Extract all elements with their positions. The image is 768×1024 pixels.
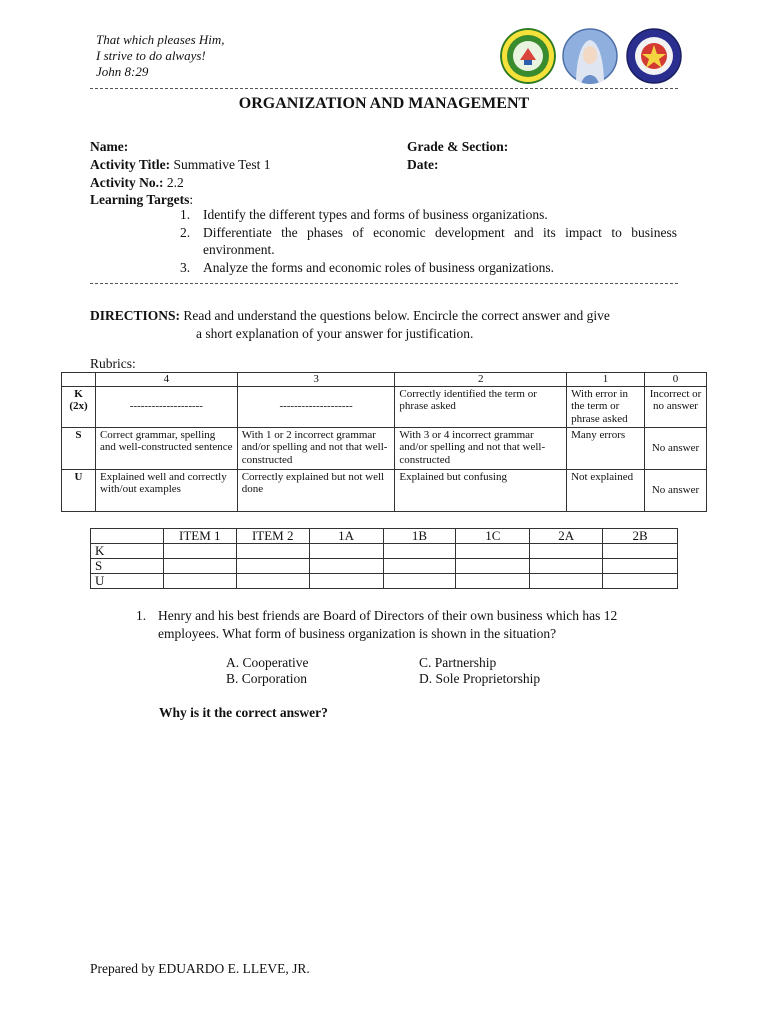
- score-cell[interactable]: [456, 544, 530, 559]
- list-item: 3. Analyze the forms and economic roles of business organizations.: [180, 259, 555, 275]
- table-cell: No answer: [645, 469, 707, 511]
- table-row: [62, 386, 707, 427]
- question-text: Henry and his best friends are Board of Directors of their own business which has 12 employees. What form of business organization is shown in the situation?: [158, 608, 618, 641]
- table-cell: Correct grammar, spelling and well-constructed sentence: [95, 427, 237, 469]
- table-cell: Explained but confusing: [395, 469, 567, 511]
- table-header: ITEM 1: [163, 529, 236, 544]
- list-item: 2. Differentiate the phases of economic development and its impact to business environment.: [180, 224, 677, 257]
- score-cell[interactable]: [236, 574, 309, 589]
- score-cell[interactable]: [383, 544, 456, 559]
- prepared-by: Prepared by EDUARDO E. LLEVE, JR.: [90, 961, 310, 976]
- table-header: 2B: [603, 529, 678, 544]
- rubrics-label: Rubrics:: [90, 356, 136, 371]
- rubric-table: [61, 372, 707, 512]
- table-row: [62, 427, 707, 469]
- logo-group: [500, 28, 685, 88]
- table-header: 1: [567, 373, 645, 387]
- row-key: S: [91, 559, 164, 574]
- row-key: S: [62, 427, 96, 469]
- score-cell[interactable]: [309, 544, 383, 559]
- score-cell[interactable]: [163, 559, 236, 574]
- choice-a[interactable]: A. Cooperative: [226, 655, 309, 670]
- table-cell: With 3 or 4 incorrect grammar and/or spelling and not that well-constructed: [395, 427, 567, 469]
- table-header-row: [62, 373, 707, 387]
- grade-section-label: Grade & Section:: [407, 139, 509, 154]
- table-cell: With error in the term or phrase asked: [567, 386, 645, 427]
- activity-title: Activity Title: Summative Test 1: [90, 157, 271, 172]
- divider: [90, 283, 678, 284]
- table-row: [62, 469, 707, 511]
- row-key: U: [62, 469, 96, 511]
- motto-line: I strive to do always!: [96, 48, 206, 63]
- mary-portrait-icon: [562, 28, 618, 84]
- score-cell[interactable]: [603, 559, 678, 574]
- question-number: 1.: [136, 608, 147, 623]
- table-header: 3: [237, 373, 395, 387]
- directions: [90, 307, 680, 343]
- score-cell[interactable]: [236, 559, 309, 574]
- table-header: 2A: [530, 529, 603, 544]
- school-seal-icon: [500, 28, 556, 84]
- score-cell[interactable]: [163, 574, 236, 589]
- list-item: 1. Identify the different types and forms of business organizations.: [180, 207, 548, 222]
- table-cell: Many errors: [567, 427, 645, 469]
- motto-line: That which pleases Him,: [96, 32, 225, 47]
- score-cell[interactable]: [603, 544, 678, 559]
- table-cell: Correctly explained but not well done: [237, 469, 395, 511]
- score-cell[interactable]: [309, 574, 383, 589]
- table-header: 1B: [383, 529, 456, 544]
- score-cell[interactable]: [309, 559, 383, 574]
- why-prompt: Why is it the correct answer?: [159, 705, 328, 720]
- table-header: 1A: [309, 529, 383, 544]
- motto: [96, 32, 225, 80]
- table-header-row: [91, 529, 678, 544]
- table-header: 4: [95, 373, 237, 387]
- table-cell: No answer: [645, 427, 707, 469]
- score-cell[interactable]: [456, 559, 530, 574]
- table-cell: Not explained: [567, 469, 645, 511]
- date-label: Date:: [407, 157, 439, 172]
- table-cell: Correctly identified the term or phrase asked: [395, 386, 567, 427]
- table-row: [91, 559, 678, 574]
- table-header: [91, 529, 164, 544]
- directions-line: a short explanation of your answer for justification.: [196, 326, 474, 341]
- table-cell: --------------------: [237, 386, 395, 427]
- table-header: ITEM 2: [236, 529, 309, 544]
- name-label: Name:: [90, 139, 129, 154]
- table-cell: Incorrect or no answer: [645, 386, 707, 427]
- score-cell[interactable]: [456, 574, 530, 589]
- score-cell[interactable]: [383, 559, 456, 574]
- table-header: 0: [645, 373, 707, 387]
- score-cell[interactable]: [163, 544, 236, 559]
- question-1: [136, 607, 681, 642]
- choice-c[interactable]: C. Partnership: [419, 655, 497, 670]
- deped-seal-icon: [626, 28, 682, 84]
- score-cell[interactable]: [530, 559, 603, 574]
- divider: [90, 88, 678, 89]
- activity-no: Activity No.: 2.2: [90, 175, 184, 190]
- score-cell[interactable]: [530, 544, 603, 559]
- row-key: K (2x): [62, 386, 96, 427]
- choice-d[interactable]: D. Sole Proprietorship: [419, 671, 541, 686]
- score-cell[interactable]: [530, 574, 603, 589]
- learning-targets-label: Learning Targets:: [90, 192, 194, 207]
- learning-targets-list: [180, 206, 677, 276]
- score-cell[interactable]: [383, 574, 456, 589]
- table-cell: [62, 373, 96, 387]
- table-row: [91, 574, 678, 589]
- table-header: 1C: [456, 529, 530, 544]
- motto-line: John 8:29: [96, 64, 149, 79]
- table-row: [91, 544, 678, 559]
- table-cell: With 1 or 2 incorrect grammar and/or spelling and not that well-constructed: [237, 427, 395, 469]
- choice-b[interactable]: B. Corporation: [226, 671, 307, 686]
- table-cell: --------------------: [95, 386, 237, 427]
- row-key: K: [91, 544, 164, 559]
- score-cell[interactable]: [236, 544, 309, 559]
- page-title: ORGANIZATION AND MANAGEMENT: [238, 95, 530, 112]
- score-cell[interactable]: [603, 574, 678, 589]
- score-table: [90, 528, 678, 589]
- row-key: U: [91, 574, 164, 589]
- table-cell: Explained well and correctly with/out examples: [95, 469, 237, 511]
- directions-line: DIRECTIONS: Read and understand the questions below. Encircle the correct answer and give: [90, 308, 610, 323]
- table-header: 2: [395, 373, 567, 387]
